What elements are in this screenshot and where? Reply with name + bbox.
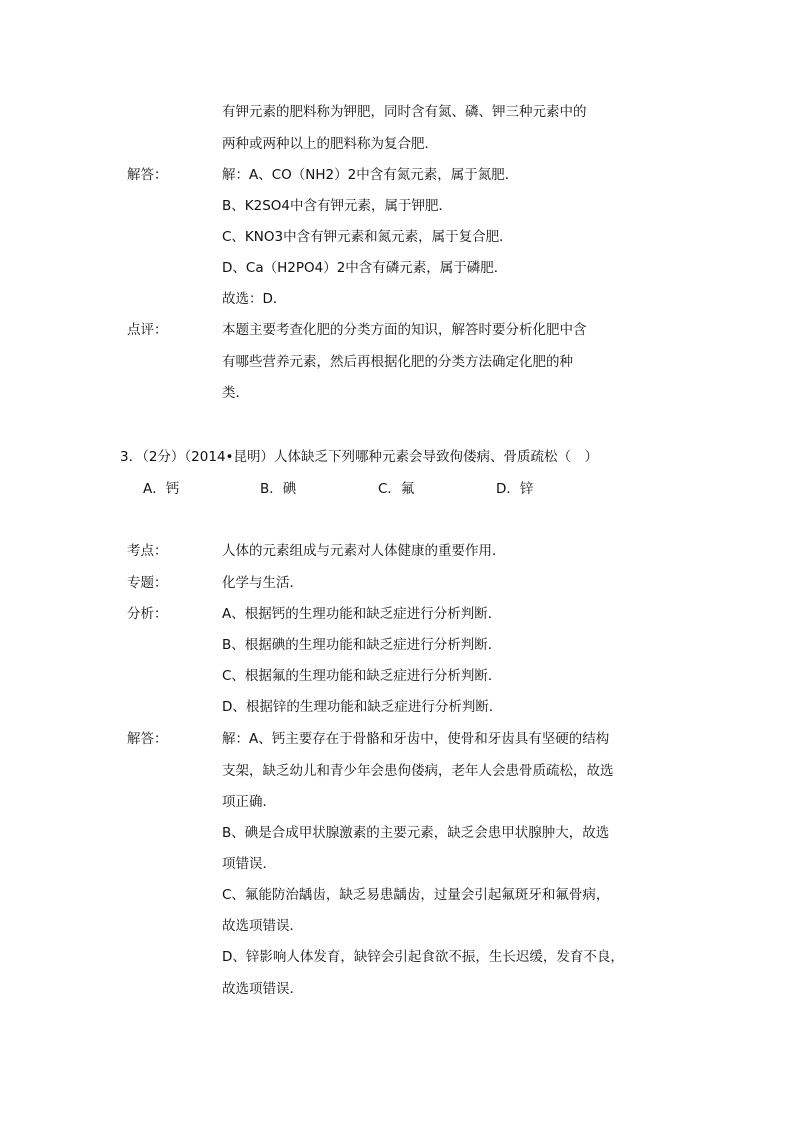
dianping-label: 点评： [127, 322, 168, 338]
dianping-line-3: 类． [222, 385, 249, 401]
jieda-line-4: D、Ca（H2PO4）2中含有磷元素，属于磷肥． [222, 260, 508, 276]
zhuanti-label: 专题： [127, 575, 168, 591]
fenxi-tail-line-2: 两种或两种以上的肥料称为复合肥． [222, 136, 438, 152]
jieda3-line-6: C、氟能防治龋齿，缺乏易患龋齿，过量会引起氟斑牙和氟骨病， [222, 887, 610, 903]
fenxi-tail-line-1: 有钾元素的肥料称为钾肥，同时含有氮、磷、钾三种元素中的 [222, 104, 587, 120]
jieda3-line-4: B、碘是合成甲状腺激素的主要元素，缺乏会患甲状腺肿大，故选 [222, 825, 610, 841]
jieda3-line-3: 项正确． [222, 794, 276, 810]
jieda3-label: 解答： [127, 731, 168, 747]
option-d: D．锌 [496, 481, 534, 497]
zhuanti-text: 化学与生活． [222, 575, 303, 591]
dianping-line-2: 有哪些营养元素，然后再根据化肥的分类方法确定化肥的种 [222, 354, 573, 370]
fenxi-line-3: C、根据氟的生理功能和缺乏症进行分析判断． [222, 668, 502, 684]
jieda-line-3: C、KNO3中含有钾元素和氮元素，属于复合肥． [222, 229, 513, 245]
jieda3-line-5: 项错误． [222, 856, 276, 872]
jieda3-line-7: 故选项错误． [222, 918, 303, 934]
jieda3-line-9: 故选项错误． [222, 981, 303, 997]
jieda-line-1: 解：A、CO（NH2）2中含有氮元素，属于氮肥． [222, 167, 519, 183]
fenxi-line-1: A、根据钙的生理功能和缺乏症进行分析判断． [222, 606, 502, 622]
option-c: C．氟 [378, 481, 415, 497]
jieda-label: 解答： [127, 167, 168, 183]
jieda3-line-2: 支架，缺乏幼儿和青少年会患佝偻病，老年人会患骨质疏松，故选 [222, 763, 614, 779]
option-a: A．钙 [143, 481, 180, 497]
option-b: B．碘 [260, 481, 297, 497]
question-stem: 3．（2分）（2014•昆明）人体缺乏下列哪种元素会导致佝偻病、骨质疏松（ ） [120, 449, 598, 465]
fenxi-label: 分析： [127, 606, 168, 622]
jieda-line-2: B、K2SO4中含有钾元素，属于钾肥． [222, 198, 452, 214]
dianping-line-1: 本题主要考查化肥的分类方面的知识，解答时要分析化肥中含 [222, 322, 587, 338]
kaodian-label: 考点： [127, 543, 168, 559]
jieda-line-5: 故选：D． [222, 291, 287, 307]
fenxi-line-4: D、根据锌的生理功能和缺乏症进行分析判断． [222, 699, 503, 715]
jieda3-line-8: D、锌影响人体发育，缺锌会引起食欲不振，生长迟缓，发育不良， [222, 949, 624, 965]
fenxi-line-2: B、根据碘的生理功能和缺乏症进行分析判断． [222, 637, 502, 653]
jieda3-line-1: 解：A、钙主要存在于骨骼和牙齿中，使骨和牙齿具有坚硬的结构 [222, 731, 610, 747]
kaodian-text: 人体的元素组成与元素对人体健康的重要作用． [222, 543, 506, 559]
